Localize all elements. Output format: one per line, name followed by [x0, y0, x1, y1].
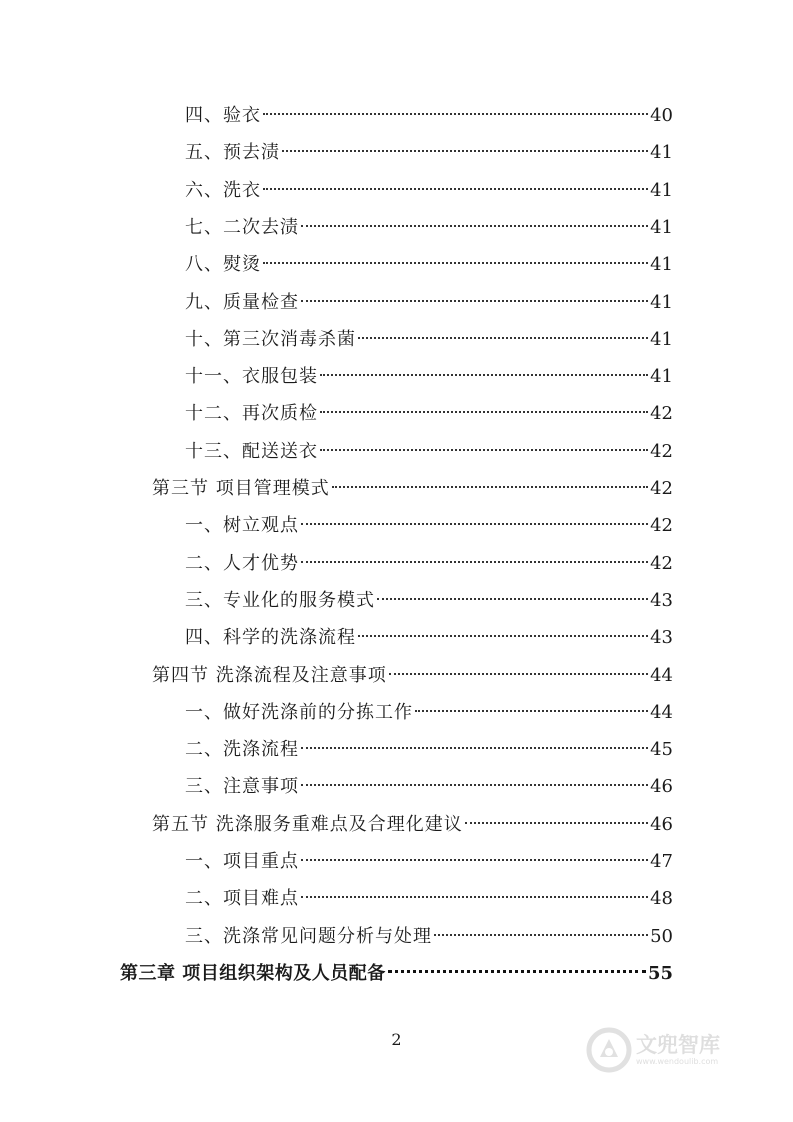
toc-section-entry[interactable] — [152, 474, 673, 504]
toc-entry-label: 十一、衣服包装 — [185, 366, 318, 388]
toc-dot-leader — [301, 747, 648, 749]
toc-entry-label: 三、注意事项 — [185, 776, 299, 798]
toc-entry-page: 42 — [650, 403, 673, 425]
toc-entry-label: 四、验衣 — [185, 105, 261, 126]
toc-entry-label: 十三、配送送衣 — [185, 440, 318, 462]
toc-subsection-entry[interactable] — [185, 549, 673, 579]
toc-subsection-entry[interactable] — [185, 922, 673, 952]
toc-dot-leader — [301, 300, 648, 302]
toc-subsection-entry[interactable] — [185, 288, 673, 318]
toc-entry-page: 41 — [650, 328, 673, 350]
toc-subsection-entry[interactable] — [185, 847, 673, 877]
toc-subsection-entry[interactable] — [185, 511, 673, 541]
toc-dot-leader — [320, 374, 648, 376]
toc-entry-label: 十二、再次质检 — [185, 403, 318, 425]
toc-entry-page: 41 — [650, 366, 673, 388]
toc-subsection-entry[interactable] — [185, 101, 673, 131]
toc-entry-label: 一、做好洗涤前的分拣工作 — [185, 701, 413, 723]
toc-dot-leader — [434, 934, 648, 936]
toc-subsection-entry[interactable] — [185, 362, 673, 392]
toc-entry-label: 二、洗涤流程 — [185, 739, 299, 761]
toc-dot-leader — [263, 113, 648, 115]
toc-subsection-entry[interactable] — [185, 884, 673, 914]
toc-dot-leader — [301, 523, 648, 525]
toc-subsection-entry[interactable] — [185, 399, 673, 429]
toc-entry-label: 六、洗衣 — [185, 179, 261, 201]
toc-dot-leader — [320, 449, 648, 451]
toc-entry-page: 43 — [650, 589, 673, 611]
toc-dot-leader — [282, 150, 648, 152]
toc-dot-leader — [358, 635, 648, 637]
toc-entry-page: 42 — [650, 515, 673, 537]
toc-entry-label: 第三章 项目组织架构及人员配备 — [120, 962, 386, 984]
toc-entry-page: 40 — [650, 105, 673, 126]
toc-entry-label: 二、人才优势 — [185, 552, 299, 574]
toc-entry-label: 七、二次去渍 — [185, 216, 299, 238]
toc-entry-label: 五、预去渍 — [185, 142, 280, 164]
toc-subsection-entry[interactable] — [185, 250, 673, 280]
toc-entry-label: 八、熨烫 — [185, 254, 261, 276]
toc-chapter-entry[interactable] — [120, 959, 673, 989]
toc-entry-page: 42 — [650, 478, 673, 499]
toc-entry-page: 46 — [650, 776, 673, 798]
toc-dot-leader — [301, 784, 648, 786]
toc-dot-leader — [358, 337, 648, 339]
page-number: 2 — [391, 1030, 402, 1049]
toc-entry-label: 四、科学的洗涤流程 — [185, 627, 356, 649]
toc-entry-page: 47 — [650, 851, 673, 872]
wendou-logo-icon — [586, 1027, 632, 1073]
toc-section-entry[interactable] — [152, 810, 673, 840]
toc-subsection-entry[interactable] — [185, 586, 673, 616]
toc-dot-leader — [301, 859, 648, 861]
toc-entry-page: 41 — [650, 254, 673, 276]
toc-entry-page: 41 — [650, 179, 673, 201]
toc-entry-page: 50 — [650, 925, 673, 947]
toc-subsection-entry[interactable] — [185, 176, 673, 206]
toc-entry-page: 45 — [650, 739, 673, 761]
toc-dot-leader — [301, 896, 648, 898]
toc-dot-leader — [377, 598, 648, 600]
toc-dot-leader — [415, 710, 648, 712]
toc-entry-page: 48 — [650, 888, 673, 910]
toc-dot-leader — [263, 188, 648, 190]
toc-entry-page: 44 — [650, 664, 673, 686]
watermark-url: www.wendoulib.com — [636, 1057, 719, 1066]
toc-dot-leader — [332, 486, 648, 488]
toc-entry-label: 三、洗涤常见问题分析与处理 — [185, 925, 432, 947]
toc-dot-leader — [301, 561, 648, 563]
toc-entry-label: 二、项目难点 — [185, 888, 299, 910]
toc-entry-label: 十、第三次消毒杀菌 — [185, 328, 356, 350]
toc-entry-page: 44 — [650, 701, 673, 723]
toc-subsection-entry[interactable] — [185, 325, 673, 355]
toc-entry-label: 第三节 项目管理模式 — [152, 478, 330, 499]
toc-entry-label: 三、专业化的服务模式 — [185, 589, 375, 611]
toc-dot-leader — [389, 673, 648, 675]
toc-subsection-entry[interactable] — [185, 437, 673, 467]
toc-entry-page: 42 — [650, 552, 673, 574]
toc-entry-page: 41 — [650, 291, 673, 313]
toc-dot-leader — [301, 225, 648, 227]
toc-entry-page: 41 — [650, 142, 673, 164]
toc-subsection-entry[interactable] — [185, 772, 673, 802]
toc-dot-leader — [388, 970, 646, 973]
toc-entry-label: 第四节 洗涤流程及注意事项 — [152, 664, 387, 686]
watermark — [586, 1020, 766, 1080]
toc-entry-page: 42 — [650, 440, 673, 462]
toc-subsection-entry[interactable] — [185, 213, 673, 243]
toc-entry-label: 第五节 洗涤服务重难点及合理化建议 — [152, 813, 463, 835]
toc-entry-label: 一、项目重点 — [185, 851, 299, 872]
toc-subsection-entry[interactable] — [185, 623, 673, 653]
toc-subsection-entry[interactable] — [185, 735, 673, 765]
toc-dot-leader — [320, 411, 648, 413]
toc-entry-label: 一、树立观点 — [185, 515, 299, 537]
toc-entry-label: 九、质量检查 — [185, 291, 299, 313]
toc-entry-page: 41 — [650, 216, 673, 238]
toc-entry-page: 55 — [647, 962, 673, 984]
toc-subsection-entry[interactable] — [185, 698, 673, 728]
watermark-name: 文兜智库 — [636, 1033, 720, 1057]
toc-entry-page: 46 — [650, 813, 673, 835]
toc-subsection-entry[interactable] — [185, 138, 673, 168]
toc-dot-leader — [465, 822, 648, 824]
toc-entry-page: 43 — [650, 627, 673, 649]
toc-section-entry[interactable] — [152, 661, 673, 691]
toc-dot-leader — [263, 262, 648, 264]
